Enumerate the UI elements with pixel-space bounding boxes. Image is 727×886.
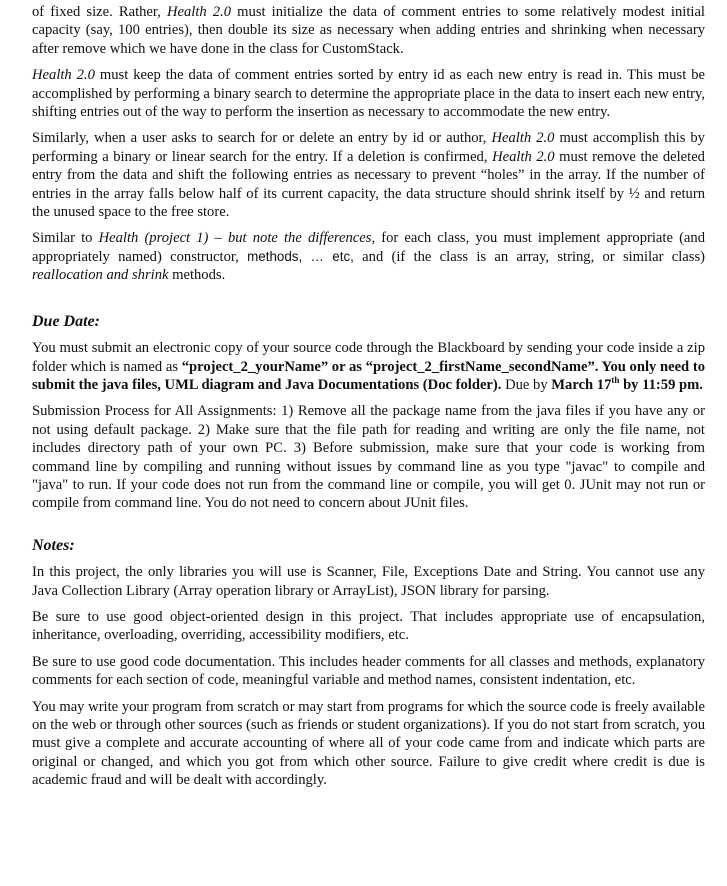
paragraph-search-delete: Similarly, when a user asks to search for or delete an entry by id or author, Health 2.0 must accomplish this by performing a binary or linear search for the entry. If a deletion is confirmed, Health 2.0 must remove the deleted entry from the data and shift the following entries as necessary to prevent “holes” in the array. If the number of entries in the array falls below half of its current capacity, the data structure should shrink itself by ½ and return the unused space to the free store. (32, 130, 705, 221)
notes-design-paragraph: Be sure to use good object-oriented design in this project. That includes appropriate use of encapsulation, inheritance, overloading, overriding, accessibility modifiers, etc. (32, 608, 705, 644)
notes-sources-paragraph: You may write your program from scratch or may start from programs for which the source code is freely available on the web or through other sources (such as friends or student organizations). If you do not start from scratch, you must give a complete and accurate accounting of where all of your code came from and indicate which parts are original or changed, and which you got from which other source. Failure to give credit where credit is due is academic fraud and will be dealt with accordingly. (32, 698, 705, 789)
notes-heading: Notes: (32, 536, 75, 554)
notes-documentation-paragraph: Be sure to use good code documentation. This includes header comments for all classes and methods, explanatory comments for each section of code, meaningful variable and method names, consistent indentation, etc. (32, 653, 705, 689)
due-date-heading: Due Date: (32, 312, 100, 330)
paragraph-similar: Similar to Health (project 1) – but note the differences, for each class, you must implement appropriate (and appropriately named) constructor, methods, … etc, and (if the class is an array, string, or similar class) reallocation and shrink methods. (32, 230, 705, 284)
paragraph-capacity: of fixed size. Rather, Health 2.0 must initialize the data of comment entries to some relatively modest initial capacity (say, 100 entries), then double its size as necessary when adding entries and shrinking when necessary after remove which we have done in the class for CustomStack. (32, 4, 705, 57)
submission-process-paragraph: Submission Process for All Assignments: 1) Remove all the package name from the java files if you have any or not using default package. 2) Make sure that the file path for reading and writing are only the file name, not includes directory path of your own PC. 3) Before submission, make sure that your code is working from command line by compiling and running without issues by command line as you type "javac" to compile and "java" to run. If your code does not run from the command line or compile, you will get 0. JUnit may not run or compile from command line. You do not need to concern about JUnit files. (32, 403, 705, 512)
paragraph-sorted: Health 2.0 must keep the data of comment entries sorted by entry id as each new entry is read in. This must be accomplished by performing a binary search to determine the appropriate place in the data to insert each new entry, shifting entries out of the way to perform the insertion as necessary to accommodate the new entry. (32, 67, 705, 121)
notes-libraries-paragraph: In this project, the only libraries you will use is Scanner, File, Exceptions Date and String. You cannot use any Java Collection Library (Array operation library or ArrayList), JSON library for parsing. (32, 564, 705, 599)
due-date-paragraph: You must submit an electronic copy of your source code through the Blackboard by sending your code inside a zip folder which is named as “project_2_yourName” or as “project_2_firstName_secondName”. You only need to submit the java files, UML diagram and Java Documentations (Doc folder). Due by March 17th by 11:59 pm. (32, 340, 706, 393)
